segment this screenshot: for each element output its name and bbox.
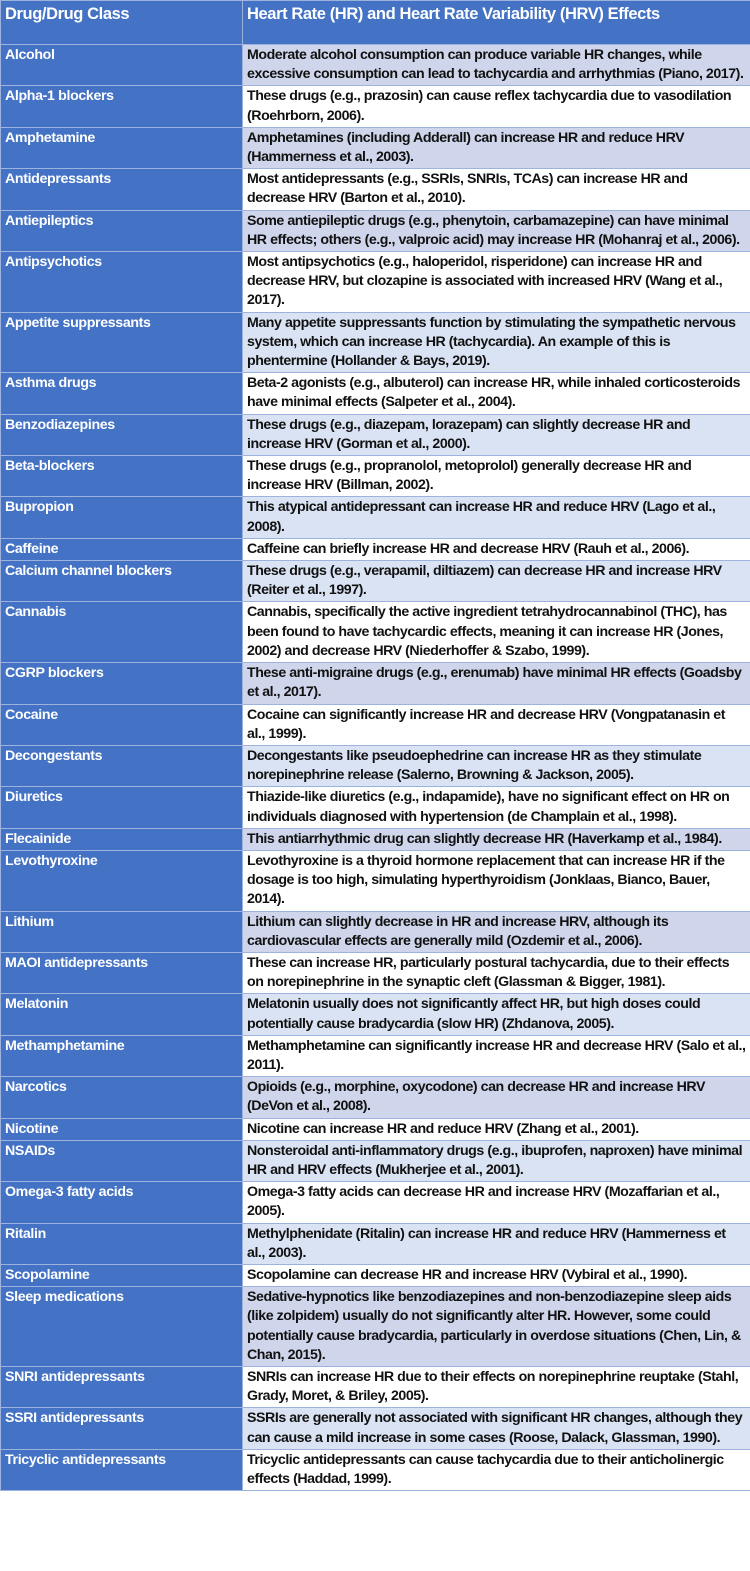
effect-cell: Thiazide-like diuretics (e.g., indapamide), have no significant effect on HR on individuals diagnosed with hypertension (de Champlain et al., 1998). [243, 787, 750, 828]
effect-cell: Amphetamines (including Adderall) can increase HR and reduce HRV (Hammerness et al., 2003). [243, 127, 750, 168]
effect-cell: SNRIs can increase HR due to their effects on norepinephrine reuptake (Stahl, Grady, Moret, & Briley, 2005). [243, 1367, 750, 1408]
table-row [1, 745, 750, 786]
effect-cell: Beta-2 agonists (e.g., albuterol) can increase HR, while inhaled corticosteroids have minimal effects (Salpeter et al., 2004). [243, 373, 750, 414]
effect-cell: Moderate alcohol consumption can produce variable HR changes, while excessive consumption can lead to tachycardia and arrhythmias (Piano, 2017). [243, 45, 750, 86]
table-row [1, 1182, 750, 1223]
effect-cell: Most antidepressants (e.g., SSRIs, SNRIs, TCAs) can increase HR and decrease HRV (Barton et al., 2010). [243, 169, 750, 210]
table-row [1, 45, 750, 86]
table-row [1, 561, 750, 602]
effect-cell: Some antiepileptic drugs (e.g., phenytoin, carbamazepine) can have minimal HR effects; others (e.g., valproic acid) may increase HR (Mohanraj et al., 2006). [243, 210, 750, 251]
table-row [1, 663, 750, 704]
table-row [1, 86, 750, 127]
table-row [1, 1408, 750, 1449]
effect-cell: Melatonin usually does not significantly affect HR, but high doses could potentially cause bradycardia (slow HR) (Zhdanova, 2005). [243, 994, 750, 1035]
drug-class-cell: Diuretics [1, 787, 243, 828]
drug-class-cell: Decongestants [1, 745, 243, 786]
drug-class-cell: Cannabis [1, 602, 243, 663]
drug-class-cell: Amphetamine [1, 127, 243, 168]
table-row [1, 994, 750, 1035]
table-row [1, 312, 750, 373]
table-row [1, 456, 750, 497]
table-row [1, 1077, 750, 1118]
effect-cell: Caffeine can briefly increase HR and decrease HRV (Rauh et al., 2006). [243, 538, 750, 560]
effect-cell: These drugs (e.g., diazepam, lorazepam) can slightly decrease HR and increase HRV (Gorman et al., 2000). [243, 414, 750, 455]
table-row [1, 497, 750, 538]
drug-class-cell: CGRP blockers [1, 663, 243, 704]
effect-cell: Lithium can slightly decrease in HR and increase HRV, although its cardiovascular effects are generally mild (Ozdemir et al., 2006). [243, 911, 750, 952]
drug-class-cell: Asthma drugs [1, 373, 243, 414]
table-row [1, 373, 750, 414]
effect-cell: Most antipsychotics (e.g., haloperidol, risperidone) can increase HR and decrease HRV, but clozapine is associated with increased HRV (Wang et al., 2017). [243, 252, 750, 313]
drug-class-cell: SNRI antidepressants [1, 1367, 243, 1408]
table-row [1, 1035, 750, 1076]
effect-cell: Cannabis, specifically the active ingredient tetrahydrocannabinol (THC), has been found to have tachycardic effects, meaning it can increase HR (Jones, 2002) and decrease HRV (Niederhoffer & Szabo, 1999). [243, 602, 750, 663]
effect-cell: These anti-migraine drugs (e.g., erenumab) have minimal HR effects (Goadsby et al., 2017). [243, 663, 750, 704]
drug-class-cell: Caffeine [1, 538, 243, 560]
effect-cell: Levothyroxine is a thyroid hormone replacement that can increase HR if the dosage is too high, simulating hyperthyroidism (Jonklaas, Bianco, Bauer, 2014). [243, 850, 750, 911]
table-row [1, 1449, 750, 1490]
drug-class-cell: Cocaine [1, 704, 243, 745]
drug-class-cell: Bupropion [1, 497, 243, 538]
effect-cell: These can increase HR, particularly postural tachycardia, due to their effects on norepinephrine in the synaptic cleft (Glassman & Bigger, 1981). [243, 952, 750, 993]
drug-class-cell: Flecainide [1, 828, 243, 850]
table-row [1, 210, 750, 251]
drug-class-cell: Melatonin [1, 994, 243, 1035]
effect-cell: These drugs (e.g., prazosin) can cause reflex tachycardia due to vasodilation (Roehrborn, 2006). [243, 86, 750, 127]
table-row [1, 169, 750, 210]
drug-class-cell: Omega-3 fatty acids [1, 1182, 243, 1223]
drug-class-cell: SSRI antidepressants [1, 1408, 243, 1449]
table-row [1, 538, 750, 560]
effect-cell: These drugs (e.g., propranolol, metoprolol) generally decrease HR and increase HRV (Billman, 2002). [243, 456, 750, 497]
drug-class-cell: Lithium [1, 911, 243, 952]
effect-cell: Methamphetamine can significantly increase HR and decrease HRV (Salo et al., 2011). [243, 1035, 750, 1076]
table-row [1, 414, 750, 455]
effect-cell: Omega-3 fatty acids can decrease HR and increase HRV (Mozaffarian et al., 2005). [243, 1182, 750, 1223]
table-row [1, 850, 750, 911]
drug-class-cell: NSAIDs [1, 1140, 243, 1181]
drug-class-cell: Beta-blockers [1, 456, 243, 497]
table-row [1, 1118, 750, 1140]
effect-cell: Nonsteroidal anti-inflammatory drugs (e.g., ibuprofen, naproxen) have minimal HR and HRV effects (Mukherjee et al., 2001). [243, 1140, 750, 1181]
drug-class-cell: Alpha-1 blockers [1, 86, 243, 127]
effect-cell: This atypical antidepressant can increase HR and reduce HRV (Lago et al., 2008). [243, 497, 750, 538]
table-row [1, 1264, 750, 1286]
effect-cell: Nicotine can increase HR and reduce HRV (Zhang et al., 2001). [243, 1118, 750, 1140]
drug-class-cell: Antipsychotics [1, 252, 243, 313]
effect-cell: SSRIs are generally not associated with significant HR changes, although they can cause a mild increase in some cases (Roose, Dalack, Glassman, 1990). [243, 1408, 750, 1449]
table-row [1, 911, 750, 952]
effect-cell: Decongestants like pseudoephedrine can increase HR as they stimulate norepinephrine release (Salerno, Browning & Jackson, 2005). [243, 745, 750, 786]
effect-cell: Cocaine can significantly increase HR and decrease HRV (Vongpatanasin et al., 1999). [243, 704, 750, 745]
table-row [1, 828, 750, 850]
table-row [1, 1367, 750, 1408]
drug-class-cell: Methamphetamine [1, 1035, 243, 1076]
drug-class-cell: Scopolamine [1, 1264, 243, 1286]
drug-class-cell: Calcium channel blockers [1, 561, 243, 602]
table-row [1, 602, 750, 663]
effect-cell: Scopolamine can decrease HR and increase HRV (Vybiral et al., 1990). [243, 1264, 750, 1286]
effect-cell: Sedative-hypnotics like benzodiazepines and non-benzodiazepine sleep aids (like zolpidem) usually do not significantly alter HR. However, some could potentially cause bradycardia, particularly in overdose situations (Chen, Lin, & Chan, 2015). [243, 1287, 750, 1367]
table-row [1, 952, 750, 993]
table-row [1, 252, 750, 313]
effect-cell: Opioids (e.g., morphine, oxycodone) can decrease HR and increase HRV (DeVon et al., 2008). [243, 1077, 750, 1118]
effect-cell: These drugs (e.g., verapamil, diltiazem) can decrease HR and increase HRV (Reiter et al., 1997). [243, 561, 750, 602]
table-row [1, 1140, 750, 1181]
table-row [1, 127, 750, 168]
table-row [1, 704, 750, 745]
header-hr-hrv-effects: Heart Rate (HR) and Heart Rate Variability (HRV) Effects [243, 1, 750, 45]
drug-class-cell: Appetite suppressants [1, 312, 243, 373]
header-drug-class: Drug/Drug Class [1, 1, 243, 45]
drug-class-cell: Narcotics [1, 1077, 243, 1118]
table-row [1, 1223, 750, 1264]
drug-class-cell: Ritalin [1, 1223, 243, 1264]
table-row [1, 787, 750, 828]
effect-cell: Methylphenidate (Ritalin) can increase HR and reduce HRV (Hammerness et al., 2003). [243, 1223, 750, 1264]
drug-class-cell: MAOI antidepressants [1, 952, 243, 993]
drug-class-cell: Levothyroxine [1, 850, 243, 911]
effect-cell: This antiarrhythmic drug can slightly decrease HR (Haverkamp et al., 1984). [243, 828, 750, 850]
drug-class-cell: Sleep medications [1, 1287, 243, 1367]
table-row [1, 1287, 750, 1367]
drug-class-cell: Antiepileptics [1, 210, 243, 251]
effect-cell: Tricyclic antidepressants can cause tachycardia due to their anticholinergic effects (Haddad, 1999). [243, 1449, 750, 1490]
drug-class-cell: Benzodiazepines [1, 414, 243, 455]
table-body [1, 45, 750, 1491]
drug-class-cell: Nicotine [1, 1118, 243, 1140]
drug-class-cell: Antidepressants [1, 169, 243, 210]
drug-class-cell: Alcohol [1, 45, 243, 86]
drug-class-cell: Tricyclic antidepressants [1, 1449, 243, 1490]
header-row [1, 1, 750, 45]
effect-cell: Many appetite suppressants function by stimulating the sympathetic nervous system, which can increase HR (tachycardia). An example of this is phentermine (Hollander & Bays, 2019). [243, 312, 750, 373]
